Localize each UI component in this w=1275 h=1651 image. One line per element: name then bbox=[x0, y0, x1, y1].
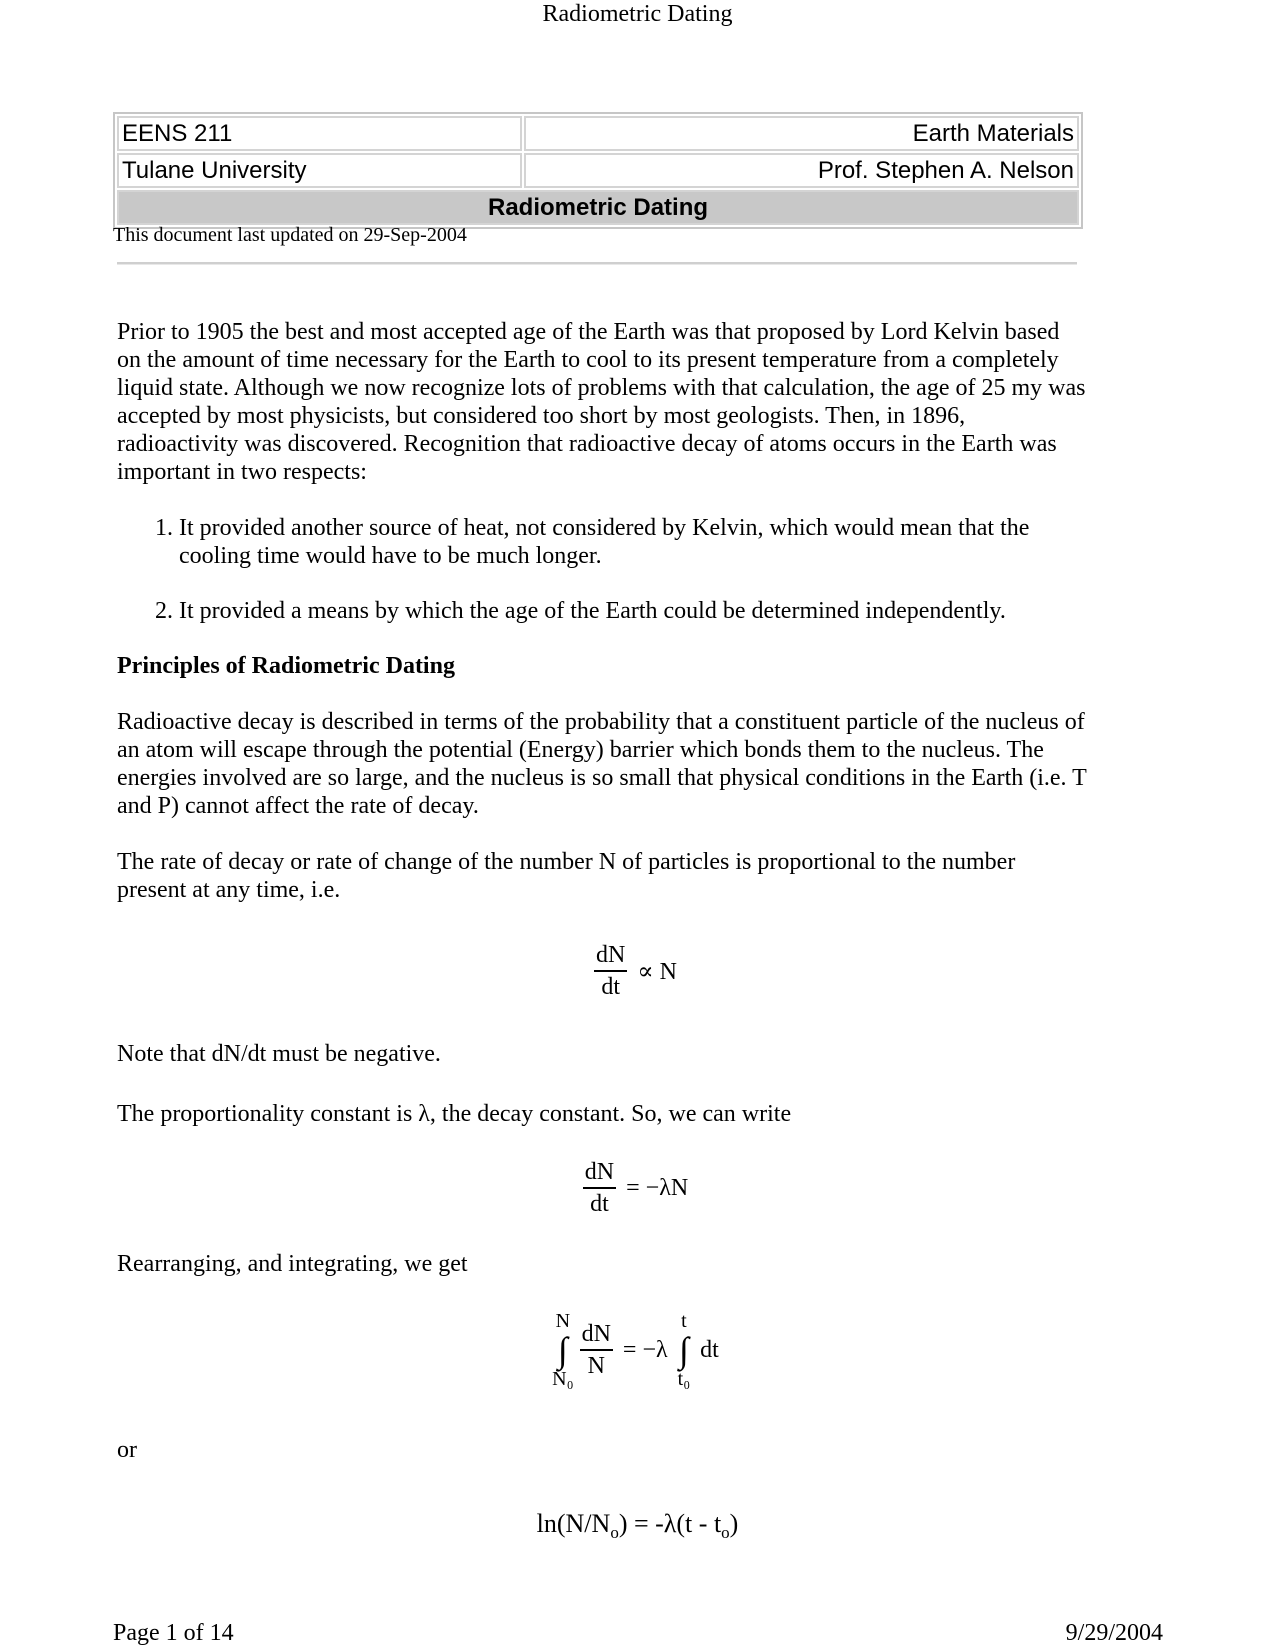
fraction bbox=[583, 1157, 616, 1219]
rearranging-paragraph: Rearranging, and integrating, we get bbox=[117, 1251, 468, 1277]
equation-part: ) bbox=[729, 1509, 739, 1538]
university-name: Tulane University bbox=[117, 153, 522, 188]
integral-left bbox=[552, 1310, 573, 1390]
professor-name: Prof. Stephen A. Nelson bbox=[524, 153, 1079, 188]
equation-subscript: o bbox=[610, 1523, 619, 1543]
equation-part: ) = -λ(t - t bbox=[618, 1509, 722, 1538]
course-code: EENS 211 bbox=[117, 116, 522, 151]
fraction-denominator: dt bbox=[601, 974, 621, 1000]
fraction bbox=[580, 1319, 613, 1381]
integral-upper-limit: t bbox=[681, 1310, 687, 1332]
section-heading: Principles of Radiometric Dating bbox=[117, 653, 455, 679]
note-paragraph: Note that dN/dt must be negative. bbox=[117, 1041, 441, 1067]
equation-proportional bbox=[0, 940, 1275, 1002]
equation-rhs: = −λN bbox=[626, 1174, 689, 1201]
reasons-list bbox=[117, 514, 1087, 625]
integral-right bbox=[678, 1310, 691, 1390]
equation-integral bbox=[0, 1310, 1275, 1390]
reason-item: 2. It provided a means by which the age of the Earth could be determined independently. bbox=[179, 597, 1087, 625]
integral-lower-limit: t₀ bbox=[677, 1368, 691, 1390]
equation-tail: dt bbox=[700, 1336, 719, 1363]
fraction bbox=[594, 940, 627, 1002]
equation-part: ln(N/N bbox=[536, 1509, 611, 1538]
main-content bbox=[117, 318, 1087, 904]
fraction-numerator: dN bbox=[583, 1157, 616, 1189]
decay-paragraph: Radioactive decay is described in terms of the probability that a constituent particle of the nucleus of an atom will escape through the potential (Energy) barrier which bonds them to the nucleus. The energies involved are so large, and the nucleus is so small that physical conditions in the Earth (i.e. T and P) cannot affect the rate of decay. bbox=[117, 709, 1087, 819]
equation-middle: = −λ bbox=[622, 1336, 668, 1363]
integral-sign-icon: ∫ bbox=[678, 1330, 689, 1370]
or-text: or bbox=[117, 1437, 137, 1463]
equation-log-form bbox=[0, 1509, 1275, 1543]
proportionality-paragraph: The proportionality constant is λ, the decay constant. So, we can write bbox=[117, 1101, 792, 1127]
course-name: Earth Materials bbox=[524, 116, 1079, 151]
fraction-denominator: N bbox=[587, 1353, 605, 1379]
equation-decay-rate bbox=[0, 1157, 1275, 1219]
equation-rhs: ∝ N bbox=[637, 958, 677, 985]
reason-item: 1. It provided another source of heat, not considered by Kelvin, which would mean that the cooling time would have to be much longer. bbox=[179, 514, 1087, 570]
fraction-denominator: dt bbox=[590, 1191, 609, 1217]
page-number: Page 1 of 14 bbox=[113, 1620, 234, 1646]
fraction-numerator: dN bbox=[594, 940, 627, 972]
intro-paragraph: Prior to 1905 the best and most accepted age of the Earth was that proposed by Lord Kelvin based on the amount of time necessary for the Earth to cool to its present temperature from a completely liquid state. Although we now recognize lots of problems with that calculation, the age of 25 my was accepted by most physicists, but considered too short by most geologists. Then, in 1896, radioactivity was discovered. Recognition that radioactive decay of atoms occurs in the Earth was important in two respects: bbox=[117, 319, 1086, 485]
integral-sign-icon: ∫ bbox=[557, 1330, 568, 1370]
fraction-numerator: dN bbox=[580, 1319, 613, 1351]
last-updated-note: This document last updated on 29-Sep-2004 bbox=[113, 224, 467, 246]
integral-upper-limit: N bbox=[555, 1310, 571, 1332]
integral-lower-limit: N₀ bbox=[552, 1368, 574, 1390]
course-info-table bbox=[113, 112, 1083, 229]
page-header: Radiometric Dating bbox=[542, 1, 733, 27]
horizontal-divider bbox=[117, 262, 1077, 265]
equation-subscript: o bbox=[721, 1523, 730, 1543]
print-date: 9/29/2004 bbox=[1065, 1620, 1163, 1646]
topic-banner: Radiometric Dating bbox=[117, 190, 1079, 225]
rate-paragraph: The rate of decay or rate of change of the number N of particles is proportional to the number present at any time, i.e. bbox=[117, 849, 1016, 903]
